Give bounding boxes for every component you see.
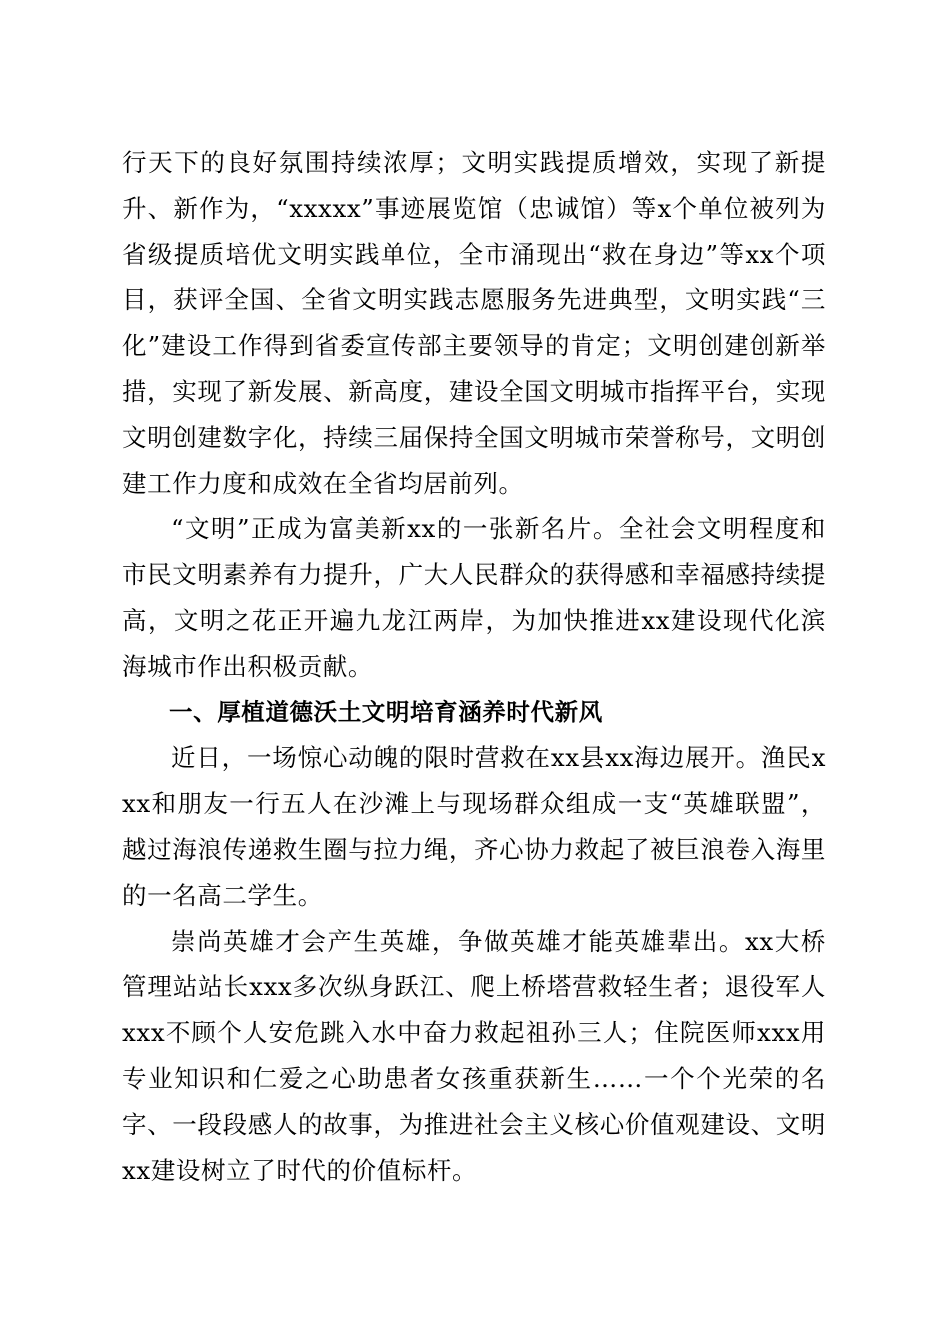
paragraph-continuation: 行天下的良好氛围持续浓厚；文明实践提质增效，实现了新提升、新作为，“xxxxx”事迹展览馆（忠诚馆）等x个单位被列为省级提质培优文明实践单位，全市涌现出“救在身边”等xx个项目，获评全国、全省文明实践志愿服务先进典型，文明实践“三化”建设工作得到省委宣传部主要领导的肯定；文明创建创新举措，实现了新发展、新高度，建设全国文明城市指挥平台，实现文明创建数字化，持续三届保持全国文明城市荣誉称号，文明创建工作力度和成效在全省均居前列。 [122,148,826,498]
paragraph-heroes: 崇尚英雄才会产生英雄，争做英雄才能英雄辈出。xx大桥管理站站长xxx多次纵身跃江、爬上桥塔营救轻生者；退役军人xxx不顾个人安危跳入水中奋力救起祖孙三人；住院医师xxx用专业知识和仁爱之心助患者女孩重获新生……一个个光荣的名字、一段段感人的故事，为推进社会主义核心价值观建设、文明xx建设树立了时代的价值标杆。 [122,926,826,1185]
paragraph-rescue-story: 近日，一场惊心动魄的限时营救在xx县xx海边展开。渔民xxx和朋友一行五人在沙滩上与现场群众组成一支“英雄联盟”，越过海浪传递救生圈与拉力绳，齐心协力救起了被巨浪卷入海里的一名高二学生。 [122,743,826,910]
section-heading: 一、厚植道德沃土文明培育涵养时代新风 [169,697,603,726]
document-body [122,140,826,1193]
paragraph-civilization-namecard: “文明”正成为富美新xx的一张新名片。全社会文明程度和市民文明素养有力提升，广大人民群众的获得感和幸福感持续提高，文明之花正开遍九龙江两岸，为加快推进xx建设现代化滨海城市作出积极贡献。 [122,514,826,681]
